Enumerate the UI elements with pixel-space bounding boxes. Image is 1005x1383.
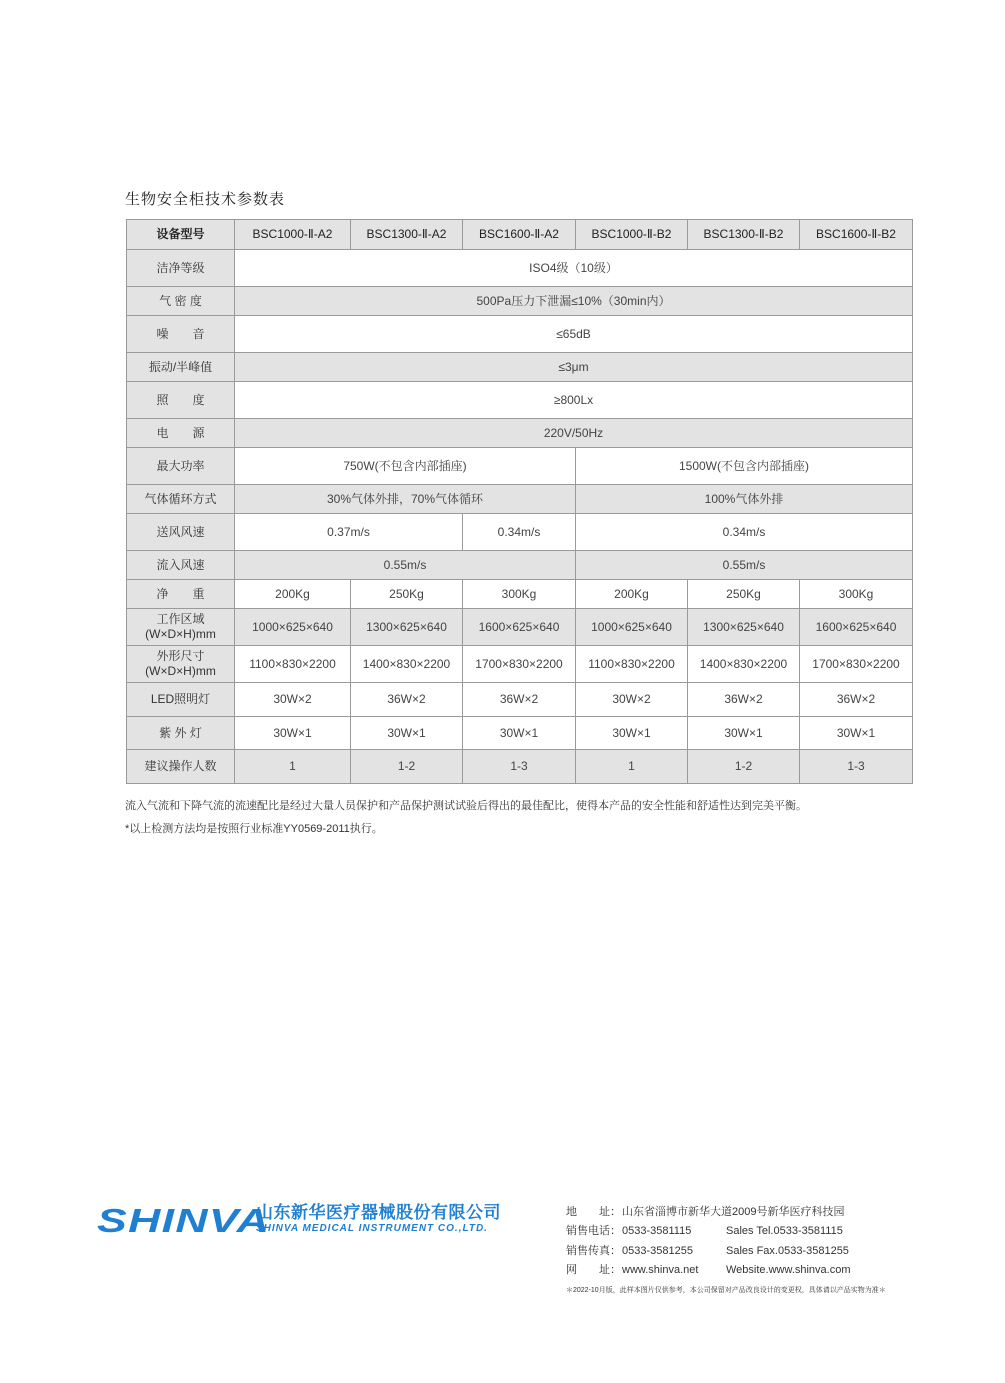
cell: 250Kg: [688, 580, 800, 609]
cell: ≤3μm: [235, 353, 913, 382]
disclaimer: ＊2022-10月版，此样本图片仅供参考，本公司保留对产品改良设计的变更权，具体请以产品实物为准＊: [566, 1287, 886, 1294]
row-label: 洁净等级: [127, 250, 235, 287]
row-label: 流入风速: [127, 551, 235, 580]
cell: 30W×1: [235, 717, 351, 750]
web-label: 网 址：: [566, 1264, 621, 1276]
model-header: BSC1000-Ⅱ-B2: [576, 220, 688, 250]
cell: 1700×830×2200: [800, 646, 913, 683]
cell: 1: [235, 750, 351, 784]
row-label: 气 密 度: [127, 287, 235, 316]
model-header: BSC1300-Ⅱ-A2: [351, 220, 463, 250]
row-label: 建议操作人数: [127, 750, 235, 784]
table-header-row: [127, 220, 913, 250]
cell: 200Kg: [235, 580, 351, 609]
table-row: [127, 353, 913, 382]
table-row: [127, 287, 913, 316]
cell: 1000×625×640: [576, 609, 688, 646]
spec-table: [126, 219, 913, 784]
cell: 100%气体外排: [576, 485, 913, 514]
footnote: 流入气流和下降气流的流速配比是经过大量人员保护和产品保护测试试验后得出的最佳配比，使得本产品的安全性能和舒适性达到完美平衡。: [125, 800, 807, 812]
cell: 0.55m/s: [576, 551, 913, 580]
table-row: [127, 551, 913, 580]
cell: 0.37m/s: [235, 514, 463, 551]
cell: 1700×830×2200: [463, 646, 576, 683]
table-row: [127, 750, 913, 784]
address-label: 地 址：: [566, 1206, 621, 1218]
cell: 36W×2: [351, 683, 463, 717]
cell: 250Kg: [351, 580, 463, 609]
fax-line: [566, 1242, 849, 1258]
fax-value: 0533-3581255: [622, 1245, 693, 1257]
cell: 1500W(不包含内部插座): [576, 448, 913, 485]
row-label: 最大功率: [127, 448, 235, 485]
tel-en: Sales Tel.0533-3581115: [726, 1225, 843, 1237]
company-name-en: SHINVA MEDICAL INSTRUMENT CO.,LTD.: [256, 1223, 488, 1234]
cell: 1300×625×640: [351, 609, 463, 646]
row-label: [127, 646, 235, 683]
cell: ≤65dB: [235, 316, 913, 353]
cell: 1-2: [688, 750, 800, 784]
address-line: [566, 1203, 844, 1219]
cell: 750W(不包含内部插座): [235, 448, 576, 485]
model-header: BSC1600-Ⅱ-B2: [800, 220, 913, 250]
cell: 1600×625×640: [800, 609, 913, 646]
table-row: [127, 485, 913, 514]
tel-value: 0533-3581115: [622, 1225, 692, 1237]
cell: 1100×830×2200: [576, 646, 688, 683]
header-label: 设备型号: [127, 220, 235, 250]
cell: 1000×625×640: [235, 609, 351, 646]
cell: 30W×2: [235, 683, 351, 717]
model-header: BSC1300-Ⅱ-B2: [688, 220, 800, 250]
row-label-line: 外形尺寸: [156, 649, 205, 663]
row-label-line: (W×D×H)mm: [145, 664, 216, 678]
table-row: [127, 717, 913, 750]
cell: 1400×830×2200: [688, 646, 800, 683]
table-row: [127, 250, 913, 287]
row-label: [127, 609, 235, 646]
cell: 220V/50Hz: [235, 419, 913, 448]
table-row: [127, 683, 913, 717]
cell: 1300×625×640: [688, 609, 800, 646]
row-label: 净 重: [127, 580, 235, 609]
cell: 30W×1: [688, 717, 800, 750]
tel-line: [566, 1222, 843, 1238]
table-row: [127, 609, 913, 646]
cell: ≥800Lx: [235, 382, 913, 419]
row-label: 送风风速: [127, 514, 235, 551]
table-row: [127, 514, 913, 551]
web-link[interactable]: www.shinva.net: [622, 1264, 699, 1276]
footnote: *以上检测方法均是按照行业标准YY0569-2011执行。: [125, 823, 383, 835]
cell: 30W×1: [576, 717, 688, 750]
cell: ISO4级（10级）: [235, 250, 913, 287]
table-row: [127, 419, 913, 448]
company-name-cn: 山东新华医疗器械股份有限公司: [256, 1203, 501, 1222]
cell: 36W×2: [688, 683, 800, 717]
table-row: [127, 316, 913, 353]
cell: 1-3: [800, 750, 913, 784]
cell: 30W×1: [800, 717, 913, 750]
row-label: 照 度: [127, 382, 235, 419]
cell: 0.55m/s: [235, 551, 576, 580]
cell: 1100×830×2200: [235, 646, 351, 683]
cell: 30W×2: [576, 683, 688, 717]
web-link-en[interactable]: Website.www.shinva.com: [726, 1264, 851, 1276]
company-logo-mark: SHINVA: [97, 1202, 271, 1239]
tel-label: 销售电话：: [566, 1225, 621, 1237]
row-label: 振动/半峰值: [127, 353, 235, 382]
cell: 30W×1: [351, 717, 463, 750]
page-title: 生物安全柜技术参数表: [125, 191, 286, 208]
cell: 0.34m/s: [463, 514, 576, 551]
cell: 500Pa压力下泄漏≤10%（30min内）: [235, 287, 913, 316]
row-label: 噪 音: [127, 316, 235, 353]
row-label-line: (W×D×H)mm: [145, 627, 216, 641]
cell: 0.34m/s: [576, 514, 913, 551]
cell: 300Kg: [800, 580, 913, 609]
table-row: [127, 448, 913, 485]
cell: 1: [576, 750, 688, 784]
cell: 1400×830×2200: [351, 646, 463, 683]
model-header: BSC1600-Ⅱ-A2: [463, 220, 576, 250]
table-row: [127, 580, 913, 609]
fax-label: 销售传真：: [566, 1245, 621, 1257]
cell: 36W×2: [463, 683, 576, 717]
cell: 30W×1: [463, 717, 576, 750]
row-label: LED照明灯: [127, 683, 235, 717]
row-label: 紫 外 灯: [127, 717, 235, 750]
cell: 200Kg: [576, 580, 688, 609]
cell: 300Kg: [463, 580, 576, 609]
cell: 1-2: [351, 750, 463, 784]
row-label: 气体循环方式: [127, 485, 235, 514]
cell: 1600×625×640: [463, 609, 576, 646]
cell: 30%气体外排，70%气体循环: [235, 485, 576, 514]
address-value: 山东省淄博市新华大道2009号新华医疗科技园: [622, 1206, 845, 1218]
table-row: [127, 382, 913, 419]
fax-en: Sales Fax.0533-3581255: [726, 1245, 849, 1257]
row-label-line: 工作区域: [156, 612, 205, 626]
row-label: 电 源: [127, 419, 235, 448]
model-header: BSC1000-Ⅱ-A2: [235, 220, 351, 250]
web-line: [566, 1261, 851, 1277]
cell: 36W×2: [800, 683, 913, 717]
cell: 1-3: [463, 750, 576, 784]
table-row: [127, 646, 913, 683]
